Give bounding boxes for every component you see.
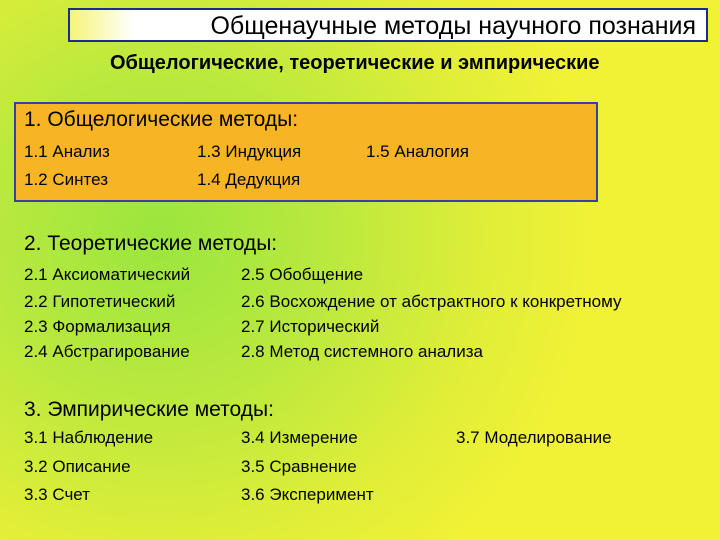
slide-title: Общенаучные методы научного познания — [210, 12, 696, 40]
method-item: 2.3 Формализация — [24, 317, 171, 336]
slide-subtitle: Общелогические, теоретические и эмпирические — [110, 52, 600, 74]
method-item: 2.6 Восхождение от абстрактного к конкретному — [241, 292, 622, 311]
method-item: 3.6 Эксперимент — [241, 485, 374, 504]
method-item: 2.5 Обобщение — [241, 265, 364, 284]
method-item: 3.1 Наблюдение — [24, 428, 154, 447]
method-item: 1.1 Анализ — [24, 142, 110, 161]
section-empirical-heading: 3. Эмпирические методы: — [24, 398, 274, 421]
method-item: 3.7 Моделирование — [456, 428, 612, 447]
method-item: 3.5 Сравнение — [241, 457, 357, 476]
method-item: 3.2 Описание — [24, 457, 131, 476]
method-item: 1.4 Дедукция — [197, 170, 301, 189]
method-item: 1.3 Индукция — [197, 142, 302, 161]
section-logical-heading: 1. Общелогические методы: — [24, 108, 299, 131]
method-item: 2.1 Аксиоматический — [24, 265, 191, 284]
method-item: 1.5 Аналогия — [366, 142, 470, 161]
method-item: 2.4 Абстрагирование — [24, 342, 190, 361]
title-box — [68, 8, 708, 42]
section-theoretical-heading: 2. Теоретические методы: — [24, 232, 278, 255]
method-item: 2.8 Метод системного анализа — [241, 342, 483, 361]
method-item: 1.2 Синтез — [24, 170, 108, 189]
method-item: 2.2 Гипотетический — [24, 292, 176, 311]
method-item: 3.4 Измерение — [241, 428, 358, 447]
method-item: 2.7 Исторический — [241, 317, 380, 336]
method-item: 3.3 Счет — [24, 485, 90, 504]
